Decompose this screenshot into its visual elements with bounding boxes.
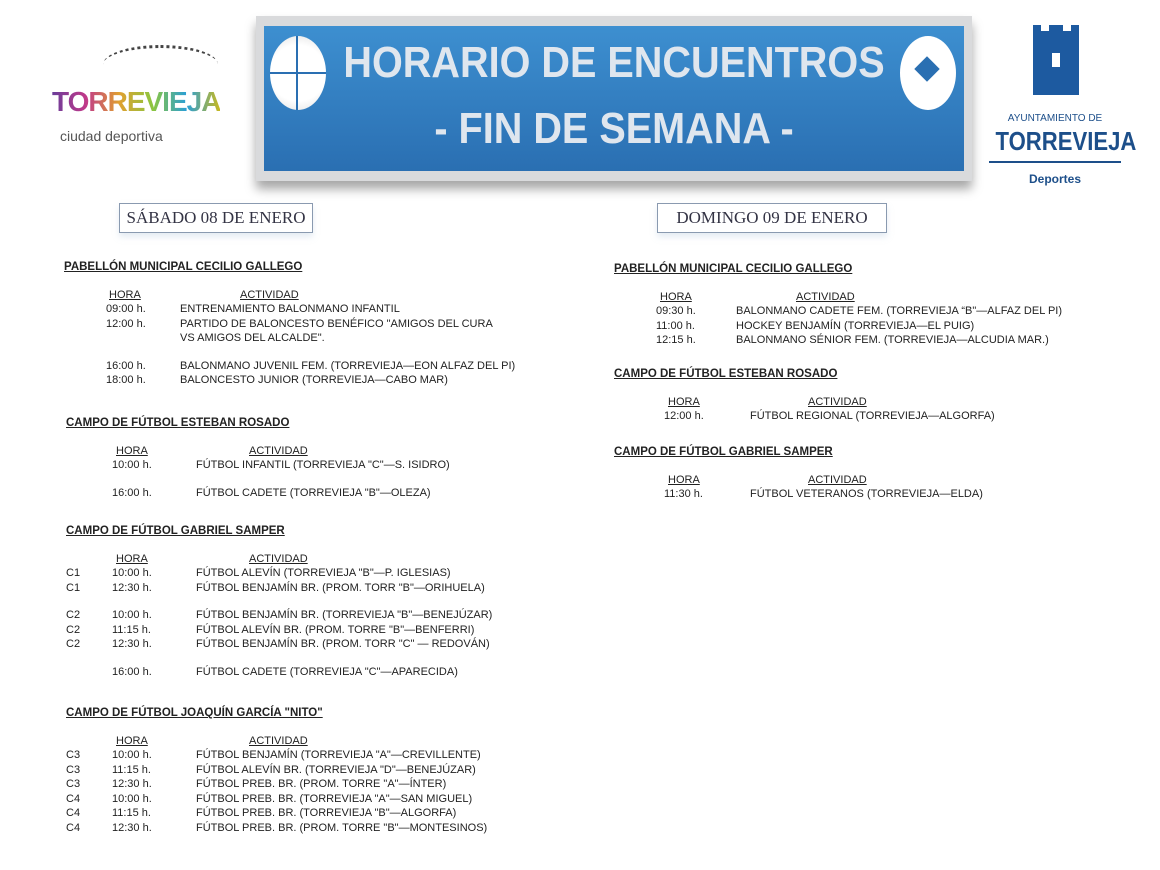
- activity: BALONCESTO JUNIOR (TORREVIEJA—CABO MAR): [180, 374, 448, 386]
- venue-section: [614, 446, 1114, 503]
- activity: FÚTBOL ALEVÍN (TORREVIEJA "B"—P. IGLESIAS): [196, 567, 451, 579]
- court-label: C1: [66, 581, 81, 594]
- ayuntamiento-logo: [985, 20, 1137, 190]
- match-group: [64, 360, 564, 389]
- hora-header: HORA: [116, 553, 148, 565]
- match-group: [614, 488, 1114, 503]
- time: 10:00 h.: [112, 567, 152, 579]
- schedule-row: [66, 778, 566, 793]
- activity: FÚTBOL VETERANOS (TORREVIEJA—ELDA): [750, 488, 983, 500]
- column-header-row: [614, 291, 1114, 305]
- actividad-header: ACTIVIDAD: [249, 735, 308, 747]
- activity: FÚTBOL BENJAMÍN BR. (PROM. TORR "B"—ORIHUELA): [196, 581, 485, 594]
- activity: FÚTBOL CADETE (TORREVIEJA "C"—APARECIDA): [196, 665, 458, 678]
- actividad-header: ACTIVIDAD: [249, 445, 308, 457]
- activity: FÚTBOL PREB. BR. (PROM. TORRE "B"—MONTESINOS): [196, 821, 488, 834]
- tower-icon: [1033, 25, 1079, 95]
- venue-section: [64, 261, 564, 389]
- activity: PARTIDO DE BALONCESTO BENÉFICO "AMIGOS DEL CURA: [180, 317, 493, 330]
- schedule-row: [64, 318, 564, 333]
- activity: FÚTBOL PREB. BR. (PROM. TORRE "A"—ÍNTER): [196, 778, 447, 790]
- court-label: C3: [66, 763, 81, 776]
- activity: FÚTBOL CADETE (TORREVIEJA "B"—OLEZA): [196, 486, 431, 499]
- schedule-row: [66, 582, 566, 597]
- hora-header: HORA: [116, 445, 148, 457]
- day-label-sunday: DOMINGO 09 DE ENERO: [657, 203, 887, 233]
- logo-top-text: AYUNTAMIENTO DE: [1007, 113, 1103, 124]
- actividad-header: ACTIVIDAD: [808, 396, 867, 408]
- activity: HOCKEY BENJAMÍN (TORREVIEJA—EL PUIG): [736, 319, 975, 332]
- time: 10:00 h.: [112, 792, 152, 805]
- schedule-row: [614, 410, 1114, 425]
- time: 12:30 h.: [112, 821, 152, 834]
- time: 12:00 h.: [664, 410, 704, 422]
- venue-section: [66, 525, 566, 680]
- court-label: C2: [66, 623, 81, 636]
- column-header-row: [66, 445, 566, 459]
- venue-section: [66, 707, 566, 836]
- schedule-row: [614, 320, 1114, 335]
- schedule-row: [614, 305, 1114, 320]
- torrevieja-ciudad-deportiva-logo: [48, 45, 228, 145]
- activity: BALONMANO CADETE FEM. (TORREVIEJA “B"—ALFAZ DEL PI): [736, 305, 1063, 317]
- match-group: [614, 305, 1114, 349]
- schedule-row: [66, 822, 566, 837]
- hora-header: HORA: [660, 291, 692, 303]
- time: 16:00 h.: [112, 486, 152, 499]
- match-group: [64, 303, 564, 347]
- schedule-row: [64, 374, 564, 389]
- schedule-row: [64, 332, 564, 347]
- time: 11:30 h.: [664, 488, 703, 500]
- venue-title: CAMPO DE FÚTBOL GABRIEL SAMPER: [614, 446, 833, 458]
- time: 16:00 h.: [112, 665, 152, 678]
- time: 12:30 h.: [112, 581, 152, 594]
- schedule-row: [66, 666, 566, 681]
- hora-header: HORA: [116, 735, 148, 747]
- hora-header: HORA: [668, 396, 700, 408]
- actividad-header: ACTIVIDAD: [796, 291, 855, 303]
- match-group: [66, 666, 566, 681]
- time: 12:30 h.: [112, 778, 152, 790]
- column-header-row: [64, 289, 564, 303]
- time: 09:30 h.: [656, 305, 696, 317]
- court-label: C4: [66, 807, 81, 819]
- activity: FÚTBOL ALEVÍN BR. (TORREVIEJA "D"—BENEJÚZAR): [196, 763, 476, 776]
- hora-header: HORA: [109, 289, 141, 301]
- activity: VS AMIGOS DEL ALCALDE".: [180, 332, 325, 344]
- activity: ENTRENAMIENTO BALONMANO INFANTIL: [180, 303, 400, 315]
- match-group: [66, 459, 566, 474]
- match-group: [614, 410, 1114, 425]
- activity: FÚTBOL ALEVÍN BR. (PROM. TORRE "B"—BENFERRI): [196, 623, 475, 636]
- schedule-row: [66, 793, 566, 808]
- time: 16:00 h.: [106, 359, 146, 372]
- logo-wordmark: TORREVIEJA: [52, 86, 221, 117]
- column-header-row: [614, 474, 1114, 488]
- match-group: [66, 609, 566, 653]
- time: 11:15 h.: [112, 623, 151, 636]
- schedule-row: [614, 488, 1114, 503]
- time: 10:00 h.: [112, 749, 152, 761]
- title-banner: [256, 16, 972, 181]
- schedule-row: [64, 303, 564, 318]
- activity: FÚTBOL PREB. BR. (TORREVIEJA "A"—SAN MIGUEL): [196, 792, 473, 805]
- time: 11:15 h.: [112, 807, 151, 819]
- activity: FÚTBOL REGIONAL (TORREVIEJA—ALGORFA): [750, 410, 995, 422]
- activity: FÚTBOL BENJAMÍN BR. (TORREVIEJA "B"—BENEJÚZAR): [196, 609, 493, 621]
- banner-subtitle: - FIN DE SEMANA -: [434, 104, 794, 153]
- time: 18:00 h.: [106, 374, 146, 386]
- time: 11:00 h.: [656, 319, 695, 332]
- schedule-row: [66, 487, 566, 502]
- court-label: C1: [66, 567, 81, 579]
- logo-sub: Deportes: [1028, 172, 1081, 186]
- venue-title: PABELLÓN MUNICIPAL CECILIO GALLEGO: [614, 263, 853, 275]
- hora-header: HORA: [668, 474, 700, 486]
- schedule-row: [614, 334, 1114, 349]
- actividad-header: ACTIVIDAD: [240, 289, 299, 301]
- column-header-row: [66, 553, 566, 567]
- time: 12:00 h.: [106, 317, 146, 330]
- venue-section: [614, 263, 1114, 349]
- logo-divider: [989, 161, 1121, 163]
- logo-arc-decoration: [103, 45, 218, 84]
- time: 10:00 h.: [112, 609, 152, 621]
- time: 12:30 h.: [112, 638, 152, 650]
- venue-title: CAMPO DE FÚTBOL ESTEBAN ROSADO: [614, 368, 838, 380]
- column-header-row: [614, 396, 1114, 410]
- venue-section: [614, 368, 1114, 425]
- logo-tagline: ciudad deportiva: [60, 128, 163, 144]
- court-label: C4: [66, 821, 81, 834]
- column-header-row: [66, 735, 566, 749]
- court-label: C3: [66, 749, 81, 761]
- banner-title: HORARIO DE ENCUENTROS: [343, 38, 885, 87]
- schedule-row: [66, 807, 566, 822]
- venue-title: CAMPO DE FÚTBOL GABRIEL SAMPER: [66, 525, 285, 537]
- activity: FÚTBOL INFANTIL (TORREVIEJA "C"—S. ISIDRO): [196, 459, 450, 471]
- court-label: C2: [66, 609, 81, 621]
- schedule-row: [66, 638, 566, 653]
- schedule-row: [66, 749, 566, 764]
- day-label-saturday: SÁBADO 08 DE ENERO: [119, 203, 313, 233]
- schedule-row: [66, 459, 566, 474]
- activity: FÚTBOL BENJAMÍN (TORREVIEJA "A"—CREVILLENTE): [196, 749, 481, 761]
- time: 09:00 h.: [106, 303, 146, 315]
- schedule-row: [64, 360, 564, 375]
- schedule-row: [66, 624, 566, 639]
- activity: BALONMANO JUVENIL FEM. (TORREVIEJA—EON ALFAZ DEL PI): [180, 359, 516, 372]
- venue-title: CAMPO DE FÚTBOL ESTEBAN ROSADO: [66, 417, 290, 429]
- activity: FÚTBOL BENJAMÍN BR. (PROM. TORR "C" — REDOVÁN): [196, 638, 490, 650]
- venue-title: CAMPO DE FÚTBOL JOAQUÍN GARCÍA "NITO": [66, 707, 323, 719]
- activity: BALONMANO SÉNIOR FEM. (TORREVIEJA—ALCUDIA MAR.): [736, 334, 1049, 346]
- court-label: C2: [66, 638, 81, 650]
- match-group: [66, 487, 566, 502]
- schedule-row: [66, 567, 566, 582]
- time: 12:15 h.: [656, 334, 696, 346]
- match-group: [66, 749, 566, 836]
- venue-section: [66, 417, 566, 501]
- schedule-row: [66, 609, 566, 624]
- venue-title: PABELLÓN MUNICIPAL CECILIO GALLEGO: [64, 261, 303, 273]
- logo-name: TORREVIEJA: [995, 126, 1137, 156]
- court-label: C4: [66, 792, 81, 805]
- court-label: C3: [66, 778, 81, 790]
- actividad-header: ACTIVIDAD: [249, 553, 308, 565]
- actividad-header: ACTIVIDAD: [808, 474, 867, 486]
- time: 10:00 h.: [112, 459, 152, 471]
- schedule-row: [66, 764, 566, 779]
- match-group: [66, 567, 566, 596]
- time: 11:15 h.: [112, 763, 151, 776]
- activity: FÚTBOL PREB. BR. (TORREVIEJA "B"—ALGORFA): [196, 807, 457, 819]
